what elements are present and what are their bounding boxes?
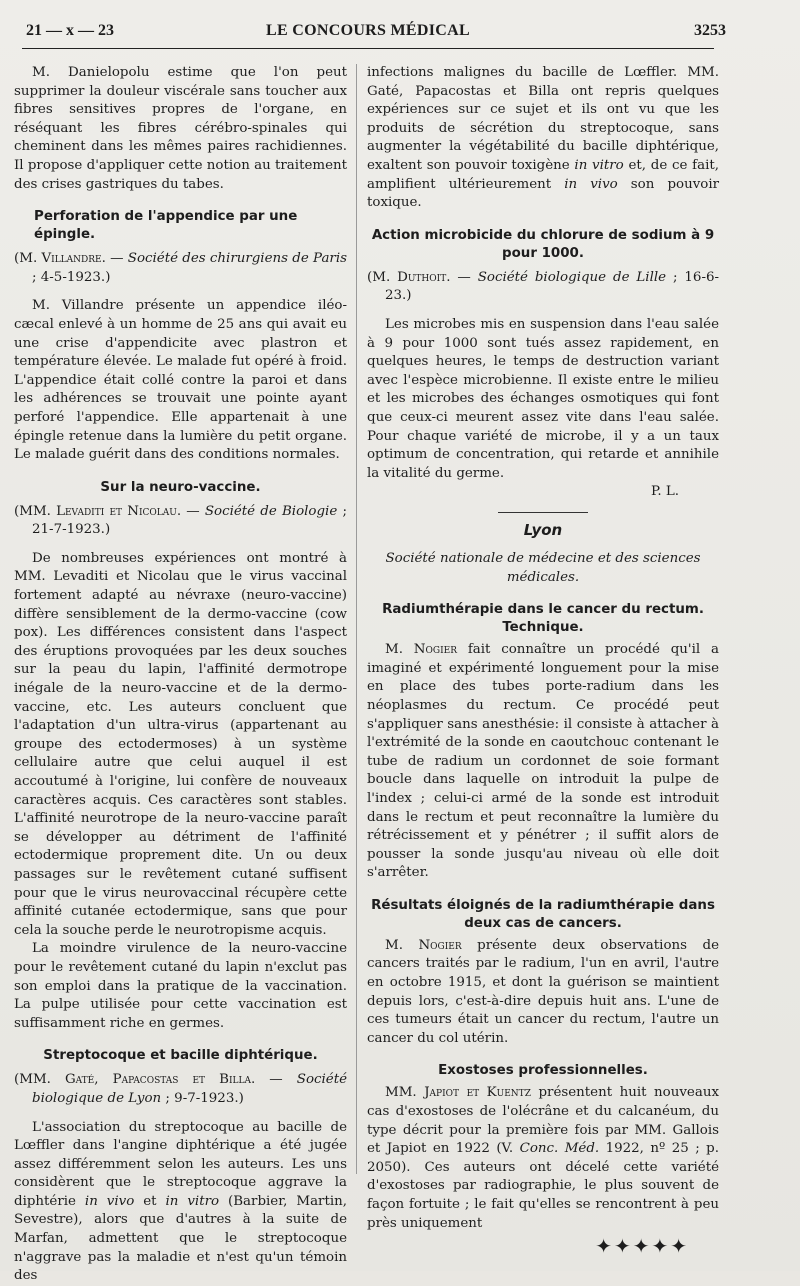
paragraph: M. Villandre présente un appendice iléo-cæcal enlevé à un homme de 25 ans qui avait eu une crise d'appendicite avec plastron et température élevée. Le malade fut opéré à froid. L'appendice était collé contre la paroi et dans les adhérences se trouvait une pointe ayant perforé l'appendice. Elle appartenait à une épingle retenue dans la lumière du petit organe. Le malade guérit dans des conditions normales. [14, 298, 347, 463]
section-title-neuro-vaccine: Sur la neuro-vaccine. [100, 479, 261, 495]
section-title-radiumtherapie-rectum: Radiumthérapie dans le cancer du rectum. Technique. [382, 602, 704, 636]
section-title-chlorure: Action microbicide du chlorure de sodium à 9 pour 1000. [371, 227, 715, 261]
section-title-appendice: Perforation de l'appendice par une épingle. [34, 209, 298, 243]
journal-title: LE CONCOURS MÉDICAL [266, 22, 470, 39]
issue-date: 21 — x — 23 [26, 22, 114, 39]
paragraph: Les microbes mis en suspension dans l'eau salée à 9 pour 1000 sont tués assez rapidement, en quelques heures, le temps de destruction variant avec l'espèce microbienne. Il existe entre le milieu et les microbes des échanges osmotiques qui font que ceux-ci meurent assez vite dans l'eau salée. Pour chaque variété de microbe, il y a un taux optimum de concentration, qui retarde et annihile la vitalité du germe. [367, 316, 719, 481]
paragraph: La moindre virulence de la neuro-vaccine pour le revêtement cutané du lapin n'exclut pas son emploi dans la pratique de la vaccination. La pulpe utilisée pour cette vaccination est suffisamment riche en germes. [14, 941, 347, 1031]
paragraph: M. Nogier fait connaître un procédé qu'il a imaginé et expérimenté longuement pour la mise en place des tubes porte-radium dans les néoplasmes du rectum. Ce procédé peut s'appliquer sans anesthésie: il consiste à attacher à l'extrémité de la sonde en caoutchouc contenant le tube de radium un cordonnet de soie formant boucle dans laquelle on introduit la pulpe de l'index ; celui-ci armé de la sonde est introduit dans le rectum et peut reconnaître la lumière du rétrécissement et y pénétrer ; il suffit alors de pousser la sonde jusqu'au niveau où elle doit s'arrêter. [367, 642, 719, 881]
page-number: 3253 [694, 22, 726, 39]
society-name: Société nationale de médecine et des sciences médicales. [385, 550, 701, 585]
ornament-diamonds: ✦✦✦✦✦ [595, 1234, 689, 1259]
paragraph: infections malignes du bacille de Lœffler. MM. Gaté, Papacostas et Billa ont repris quelques expériences sur ce sujet et ils ont vu que les produits de sécrétion du streptocoque, sans augmenter la végétabilité du bacille diphtérique, exaltent son pouvoir toxigène in vitro et, de ce fait, amplifient ultérieurement in vivo son pouvoir toxique. [367, 65, 720, 211]
left-column [14, 64, 348, 1284]
city-heading: Lyon [523, 521, 563, 540]
reference-villandre: (M. Villandre. — Société des chirurgiens de Paris ; 4-5-1923.) [14, 251, 347, 285]
paragraph: De nombreuses expériences ont montré à MM. Levaditi et Nicolau que le virus vaccinal fortement adapté au névraxe (neuro-vaccine) diffère sensiblement de la dermo-vaccine (cow pox). Les différences consistent dans l'aspect des éruptions provoquées par les deux souches sur la peau du lapin, l'affinité dermotrope inégale de la neuro-vaccine et de la dermo-vaccine, etc. Les auteurs concluent que l'adaptation d'un ultra-virus (appartenant au groupe des ectodermoses) à un système cellulaire autre que celui auquel il est accoutumé à l'origine, lui confère de nouveaux caractères acquis. Ces caractères sont stables. L'affinité neurotrope de la neuro-vaccine paraît se développer au détriment de l'affinité ectodermique proprement dite. Un ou deux passages sur le revêtement cutané suffisent pour que le virus neurovaccinal récupère cette affinité cutanée ectodermique, sans que pour cela la souche perde le neurotropisme acquis. [14, 550, 347, 938]
paragraph: L'association du streptocoque au bacille de Lœffler dans l'angine diphtérique a été jugée assez différemment selon les auteurs. Les uns considèrent que le streptocoque aggrave la diphtérie in vivo et in vitro (Barbier, Martin, Sevestre), alors que d'autres à la suite de Marfan, admettent que le streptocoque n'aggrave pas la maladie et n'est qu'un témoin des [14, 1119, 348, 1284]
reference-duthoit: (M. Duthoit. — Société biologique de Lille ; 16-6-23.) [367, 269, 720, 304]
column-separator [356, 64, 357, 1174]
section-title-resultats: Résultats éloignés de la radiumthérapie dans deux cas de cancers. [371, 897, 715, 931]
divider [498, 512, 588, 514]
section-title-exostoses: Exostoses professionnelles. [438, 1063, 648, 1079]
paragraph: M. Danielopolu estime que l'on peut supprimer la douleur viscérale sans toucher aux fibres sensitives propres de l'organe, en réséquant les fibres cérébro-spinales qui cheminent dans les mêmes paires rachidiennes. Il propose d'appliquer cette notion au traitement des crises gastriques du tabes. [14, 65, 347, 192]
paragraph: M. Nogier présente deux observations de cancers traités par le radium, l'un en avril, l'autre en octobre 1915, et dont la guérison se maintient depuis lors, c'est-à-dire depuis huit ans. L'une de ces tumeurs était un cancer du rectum, l'autre un cancer du col utérin. [367, 937, 720, 1046]
reference-gate: (MM. Gaté, Papacostas et Billa. — Société biologique de Lyon ; 9-7-1923.) [14, 1072, 348, 1106]
signature: P. L. [651, 484, 679, 500]
right-column [367, 64, 720, 1259]
reference-levaditi: (MM. Levaditi et Nicolau. — Société de Biologie ; 21-7-1923.) [14, 503, 347, 538]
paragraph: MM. Japiot et Kuentz présentent huit nouveaux cas d'exostoses de l'olécrâne et du calcanéum, du type décrit pour la première fois par MM. Gallois et Japiot en 1922 (V. Conc. Méd. 1922, nº 25 ; p. 2050). Ces auteurs ont décelé cette variété d'exostoses par radiographie, le plus souvent de façon fortuite ; le fait qu'elles se rencontrent à peu près uniquement [367, 1085, 719, 1231]
section-title-streptocoque: Streptocoque et bacille diphtérique. [43, 1048, 318, 1064]
running-head [22, 18, 726, 49]
